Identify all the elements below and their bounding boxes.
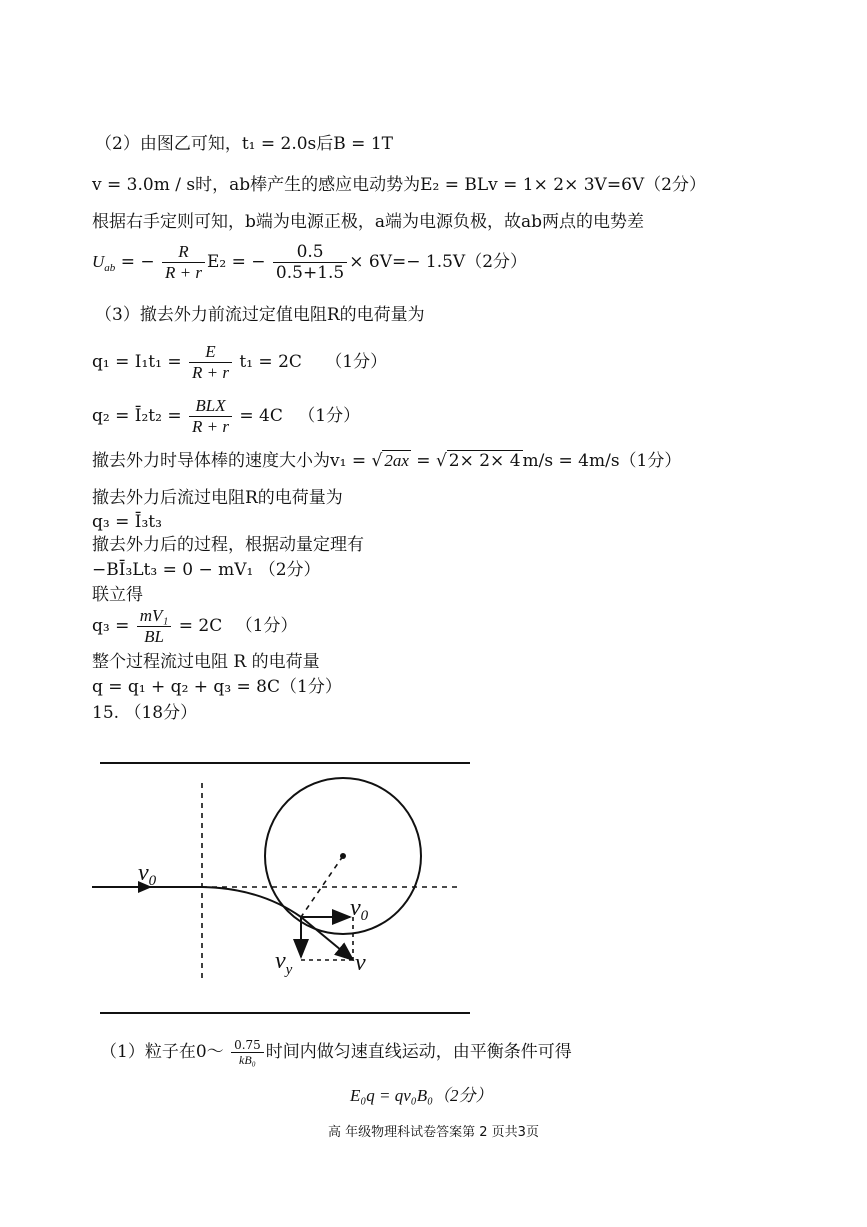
line-12-text: −BĪ₃Lt₃ = 0 − mV₁ （2分） [92, 560, 321, 580]
velocity-v-arrow [301, 917, 353, 960]
line-13 [92, 584, 143, 606]
q3-score: （1分） [235, 616, 298, 636]
uab-mid: E₂ = − [206, 252, 266, 272]
line-13-text: 联立得 [92, 585, 143, 605]
label-v0-left: $v_0$ [138, 860, 157, 889]
q1-rhs: t₁ = 2C [239, 352, 302, 372]
line-18c-text: 时间内做匀速直线运动，由平衡条件可得 [265, 1042, 572, 1062]
line-19-text: E₀q = qv₀B₀（2分） [350, 1086, 493, 1105]
q2-score: （1分） [298, 406, 361, 426]
fraction-2-denominator: 0.5+1.5 [275, 263, 345, 283]
fraction-1-denominator: R + r [165, 263, 202, 282]
label-v: v [355, 950, 366, 976]
uab-eq: = − [120, 252, 155, 272]
line-16-text: q = q₁ + q₂ + q₃ = 8C（1分） [92, 677, 342, 697]
line-10 [92, 511, 162, 533]
q1-score: （1分） [325, 352, 388, 372]
question-15-heading: 15. （18分） [92, 703, 198, 723]
line-15 [92, 651, 320, 673]
page-footer: 高 年级物理科试卷答案第 2 页共3页 [328, 1125, 539, 1140]
uab-end: × 6V=− 1.5V（2分） [349, 252, 528, 272]
line-9 [92, 487, 343, 509]
time-fraction-denominator: kB₀ [239, 1053, 256, 1067]
q2-fraction [189, 396, 232, 437]
line-8-formula [92, 450, 681, 472]
line-16 [92, 676, 342, 698]
line-1-text: （2）由图乙可知，t₁ = 2.0s后B = 1T [95, 134, 393, 154]
sqrt-2: √ 2× 2× 4 [435, 451, 521, 471]
label-v0-right: $v_0$ [350, 895, 369, 924]
line-12 [92, 559, 321, 581]
q1-fraction-denominator: R + r [191, 363, 229, 382]
q1-fraction-numerator: E [189, 342, 232, 363]
line-14-formula [92, 606, 297, 647]
line-1 [95, 133, 393, 155]
line-19 [350, 1085, 493, 1107]
physics-diagram [0, 745, 867, 1045]
q3-fraction-numerator: mV₁ [137, 606, 172, 627]
q3-fraction [137, 606, 172, 647]
v1-result: m/s = 4m/s（1分） [522, 451, 682, 471]
line-2a-text: v = 3.0m / s时， [92, 175, 230, 195]
time-fraction-numerator: 0.75 [231, 1038, 264, 1053]
fraction-2-numerator: 0.5 [273, 242, 347, 263]
line-18a-text: （1）粒子在 [100, 1042, 196, 1062]
line-4-formula [92, 242, 527, 283]
line-3-text: 根据右手定则可知，b端为电源正极，a端为电源负极，故ab两点的电势差 [92, 212, 645, 232]
line-7-formula [92, 396, 360, 437]
time-fraction [231, 1038, 264, 1067]
q2-fraction-denominator: R + r [191, 417, 229, 436]
q1-fraction [189, 342, 232, 383]
line-18b-text: 0～ [195, 1042, 224, 1062]
curved-trajectory [202, 887, 301, 917]
q3-lhs: q₃ = [92, 616, 130, 636]
line-11 [92, 534, 364, 556]
label-vy: $v_y$ [275, 948, 293, 978]
fraction-r-over-rr [162, 242, 205, 283]
q1-lhs: q₁ = I₁t₁ = [92, 352, 182, 372]
uab-subscript: ab [104, 262, 116, 274]
fraction-1-numerator: R [162, 242, 205, 263]
sqrt-1: √ 2ax [371, 451, 409, 471]
line-3 [92, 211, 644, 233]
fraction-numeric [273, 242, 347, 283]
q2-lhs: q₂ = Ī₂t₂ = [92, 406, 182, 426]
line-6-formula [92, 342, 387, 383]
line-18 [100, 1038, 572, 1067]
line-15-text: 整个过程流过电阻 R 的电荷量 [92, 652, 320, 672]
line-9-text: 撤去外力后流过电阻R的电荷量为 [92, 488, 343, 508]
v1-eq: = [416, 451, 431, 471]
line-5 [95, 304, 425, 326]
line-17 [92, 702, 197, 724]
line-2b-text: ab棒产生的感应电动势为E₂ = BLv = 1× 2× 3V=6V（2分） [229, 175, 706, 195]
line-10-text: q₃ = Ī₃t₃ [92, 512, 162, 532]
v1-text: 撤去外力时导体棒的速度大小为v₁ = [92, 451, 367, 471]
line-2 [92, 174, 706, 196]
q2-fraction-numerator: BLX [189, 396, 232, 417]
sqrt-2-radicand: 2× 2× 4 [448, 451, 521, 471]
q2-rhs: = 4C [239, 406, 283, 426]
q3-fraction-denominator: BL [144, 627, 164, 646]
sqrt-1-radicand: 2ax [384, 451, 409, 470]
line-11-text: 撤去外力后的过程，根据动量定理有 [92, 535, 364, 555]
q3-rhs: = 2C [178, 616, 223, 636]
uab-symbol: U [92, 252, 105, 271]
line-5-text: （3）撤去外力前流过定值电阻R的电荷量为 [95, 305, 425, 325]
